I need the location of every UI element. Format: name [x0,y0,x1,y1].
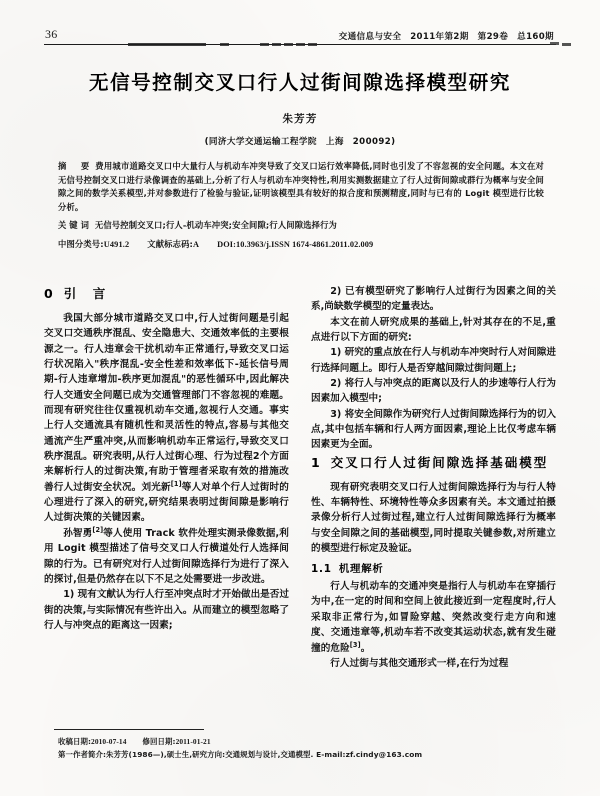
paragraph [44,311,289,526]
section-number-1: 1 [311,454,322,470]
section-heading-1-1 [311,561,556,578]
header-divider-rule [44,44,556,45]
section-title-1-1: 机理解析 [338,562,384,575]
clc-label: 中图分类号 [58,238,101,249]
page-title: 无信号控制交叉口行人过街间隙选择模型研究 [88,71,511,94]
doi-value: DOI:10.3963/j.ISSN 1674-4861.2011.02.009 [217,239,374,249]
section-heading-intro [44,284,289,304]
list-item: 3) 将安全间隙作为研究行人过街间隙选择行为的切入点,其中包括车辆和行人两方面因素,理论上比仅考虑车辆因素更为全面。 [311,408,556,451]
page-content [44,26,556,770]
abstract-block [44,160,556,251]
received-date-value: 2010-07-14 [91,737,127,747]
section-title-1: 交叉口行人过街间隙选择基础模型 [330,454,549,470]
title-block [44,71,556,147]
paragraph-text: 我国大部分城市道路交叉口中,行人过街问题是引起交叉口交通秩序混乱、安全隐患大、交通效率低的主要根源之一。行人违章会干扰机动车正常通行,导致交叉口运行状况陷入"秩序混乱-安全性差和效率低下-延长信号周期-行人违章增加-秩序更加混乱"的恶性循环中,因此解决行人交通安全问题已成为交通管理部门不容忽视的难题。而现有研究往往仅重视机动车交通,忽视行人交通。事实上行人交通流具有随机性和灵活性的特点,容易与其他交通流产生严重冲突,从而影响机动车正常运行,导致交叉口秩序混乱。研究表明,从行人过街心理、行为过程2个方面来解析行人的过街决策,有助于管理者采取有效的措施改善行人过街安全状况。刘光新 [44,313,289,493]
footer-divider-rule [54,729,204,730]
author-name: 朱芳芳 [282,113,318,126]
revised-date-label: 修回日期 [142,737,173,747]
left-column [44,284,289,732]
paragraph-text-tail: 。 [360,642,371,654]
page-footer [44,729,556,762]
running-head [44,26,556,42]
clc-segment: 中图分类号:U491.2 [58,238,130,249]
keywords-text: 无信号控制交叉口;行人-机动车冲突;安全间隙;行人间隙选择行为 [94,220,337,231]
doc-code-segment: 文献标志码:A [147,238,200,249]
abstract-label: 摘 要 [58,161,93,172]
journal-citation-line: 交通信息与安全 2011年第2期 第29卷 总160期 [338,32,554,42]
section-number-1-1: 1.1 [311,562,332,575]
keywords-line [58,219,544,232]
author-affiliation: (同济大学交通运输工程学院 上海 200092) [204,137,396,148]
paragraph-text: 孙智勇 [63,527,93,539]
doc-code-value: A [193,239,200,249]
received-date-label: 收稿日期 [58,737,88,747]
abstract-text: 费用城市道路交叉口中大量行人与机动车冲突导致了交叉口运行效率降低,同时也引发了不容忽视的安全问题。本文在对无信号控制交叉口进行录像调查的基础上,分析了行人与机动车冲突特性,利用实测数据建立了行人过街间隙或群行为概率与安全间隙之间的数学关系模型,并对参数进行了检验与验证,证明该模型具有较好的拟合度和预测精度,同时与已有的 Logit 模型进行比较分析。 [58,161,544,212]
abstract-paragraph [58,160,544,214]
paragraph: 本文在前人研究成果的基础上,针对其存在的不足,重点进行以下方面的研究: [311,316,556,344]
section-title-intro: 引 言 [63,286,108,301]
paragraph-text-tail: 等人对单个行人过街时的心理进行了深入的研究,研究结果表明过街间隙是影响行人过街决策的关键因素。 [44,481,289,524]
list-item: 1) 现有文献认为行人行至冲突点时才开始做出是否过街的决策,与实际情况有些许出入。从而建立的模型忽略了行人与冲突点的距离这一因素; [44,589,289,631]
paragraph [44,526,289,587]
classification-line [58,238,544,251]
doc-code-label: 文献标志码 [147,238,190,249]
paragraph-text-tail: 等人使用 Track 软件处理实测录像数据,利用 Logit 模型描述了信号交叉口人行横道处行人选择间隙的行为。已有研究对行人过街间隙选择行为进行了深入的探讨,但是仍然存在以下不足之处需要进一步改进。 [44,527,289,585]
footer-author-bio: 第一作者简介:朱芳芳(1986—),硕士生,研究方向:交通规划与设计,交通模型. E-mail:zf.cindy@163.com [58,750,423,760]
section-heading-1 [311,453,556,473]
reference-marker: [1] [170,479,182,488]
body-columns [44,284,556,732]
list-item: 1) 研究的重点放在行人与机动车冲突时行人对间隙进行选择问题上。即行人是否穿越间隙过街问题上; [311,347,556,374]
page-number: 36 [45,27,58,41]
revised-date-value: 2011-01-21 [175,737,211,747]
paragraph [311,579,556,656]
paragraph-text: 行人与机动车的交通冲突是指行人与机动车在穿插行为中,在一定的时间和空间上彼此接近到一定程度时,行人采取非正常行为,如冒险穿越、突然改变行走方向和速度、交通违章等,机动车若不改变其运动状态,就有发生碰撞的危险 [311,581,556,654]
clc-value: U491.2 [103,239,130,249]
section-number-intro: 0 [44,286,55,301]
right-column [311,284,556,732]
paragraph: 行人过街与其他交通形式一样,在行为过程 [330,657,509,669]
list-item: 2) 已有模型研究了影响行人过街行为因素之间的关系,尚缺数学模型的定量表达。 [311,286,556,313]
footer-dates-line: 收稿日期:2010-07-14 修回日期:2011-01-21 [58,737,211,747]
list-item: 2) 将行人与冲突点的距离以及行人的步速等行人行为因素加入模型中; [311,378,556,405]
keywords-label: 关键词 [58,220,92,231]
paragraph: 现有研究表明交叉口行人过街间隙选择行为与行人特性、车辆特性、环境特性等众多因素有关。本文通过拍摄录像分析行人过街过程,建立行人过街间隙选择行为概率与安全间隙之间的基础模型,同时提取关键参数,对所建立的模型进行标定及验证。 [311,481,556,555]
reference-marker: [3] [349,640,361,649]
reference-marker: [2] [92,525,104,534]
